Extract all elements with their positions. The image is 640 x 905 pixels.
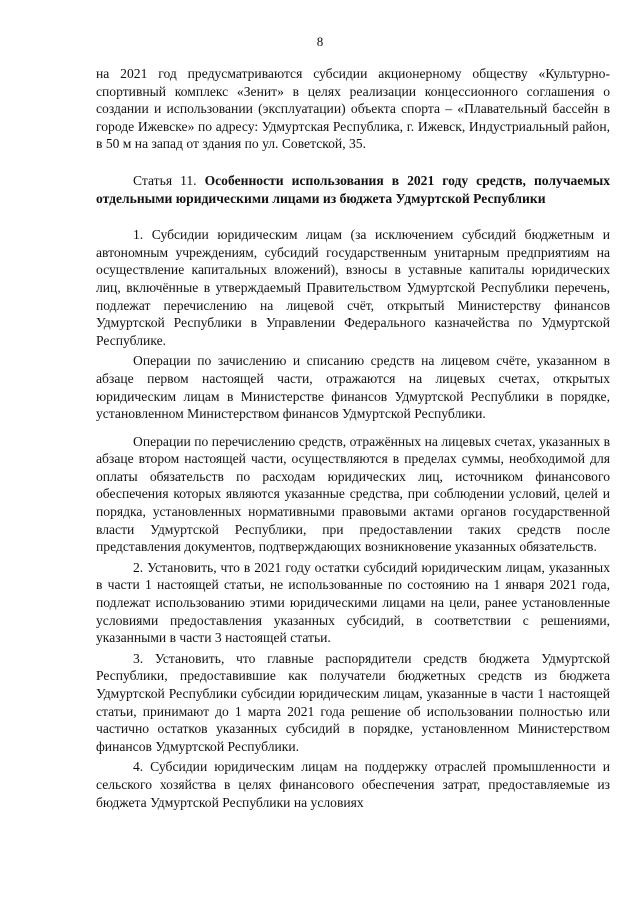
article-title: Особенности использования в 2021 году средств, получаемых отдельными юридическими лицами из бюджета Удмуртской Республики — [96, 172, 610, 206]
paragraph-part-4: 4. Субсидии юридическим лицам на поддержку отраслей промышленности и сельского хозяйства в целях финансового обеспечения затрат, предоставляемые из бюджета Удмуртской Республики на условиях — [96, 759, 610, 810]
paragraph-part-1-operations: Операции по зачислению и списанию средств на лицевом счёте, указанном в абзаце первом настоящей части, отражаются на лицевых счетах, открытых юридическим лицам в Министерстве финансов Удмуртской Республики в порядке, установленном Министерством финансов Удмуртской Республики. — [96, 353, 610, 422]
paragraph-part-1-transfers: Операции по перечислению средств, отражённых на лицевых счетах, указанных в абзаце втором настоящей части, осуществляются в пределах суммы, необходимой для оплаты обязательств по расходам юридических лиц, источником финансового обеспечения которых являются указанные средства, при соблюдении условий, целей и порядка, установленных нормативными правовыми актами органов государственной власти Удмуртской Республики, при предоставлении таких средств после представления документов, подтверждающих возникновение указанных обязательств. — [96, 433, 610, 555]
paragraph-part-1: 1. Субсидии юридическим лицам (за исключением субсидий бюджетным и автономным учреждениям, субсидий государственным унитарным предприятиям на осуществление капитальных вложений), взносы в уставные капиталы юридических лиц, включённые в утверждаемый Правительством Удмуртской Республики перечень, подлежат перечислению на лицевой счёт, открытый Министерству финансов Удмуртской Республики в Управлении Федерального казначейства по Удмуртской Республике. — [96, 227, 610, 348]
article-heading — [96, 172, 610, 207]
article-label: Статья 11. — [133, 172, 197, 188]
intro-paragraph: на 2021 год предусматриваются субсидии акционерному обществу «Культурно-спортивный комплекс «Зенит» в целях реализации концессионного соглашения о создании и использовании (эксплуатации) объекта спорта – «Плавательный бассейн в городе Ижевске» по адресу: Удмуртская Республика, г. Ижевск, Индустриальный район, в 50 м на запад от здания по ул. Советской, 35. — [96, 66, 610, 152]
paragraph-part-2: 2. Установить, что в 2021 году остатки субсидий юридическим лицам, указанных в части 1 настоящей статьи, не использованные по состоянию на 1 января 2021 года, подлежат использованию этими юридическими лицами на цели, ранее установленные условиями предоставления указанных субсидий, в соответствии с решениями, указанными в части 3 настоящей статьи. — [96, 559, 610, 646]
document-body — [96, 65, 610, 811]
page-number: 8 — [316, 34, 324, 49]
paragraph-part-3: 3. Установить, что главные распорядители средств бюджета Удмуртской Республики, предоставившие как получатели бюджетных средств из бюджета Удмуртской Республики субсидии юридическим лицам, указанные в части 1 настоящей статьи, принимают до 1 марта 2021 года решение об использовании полностью или частично остатков указанных субсидий в порядке, установленном Министерством финансов Удмуртской Республики. — [96, 650, 610, 754]
